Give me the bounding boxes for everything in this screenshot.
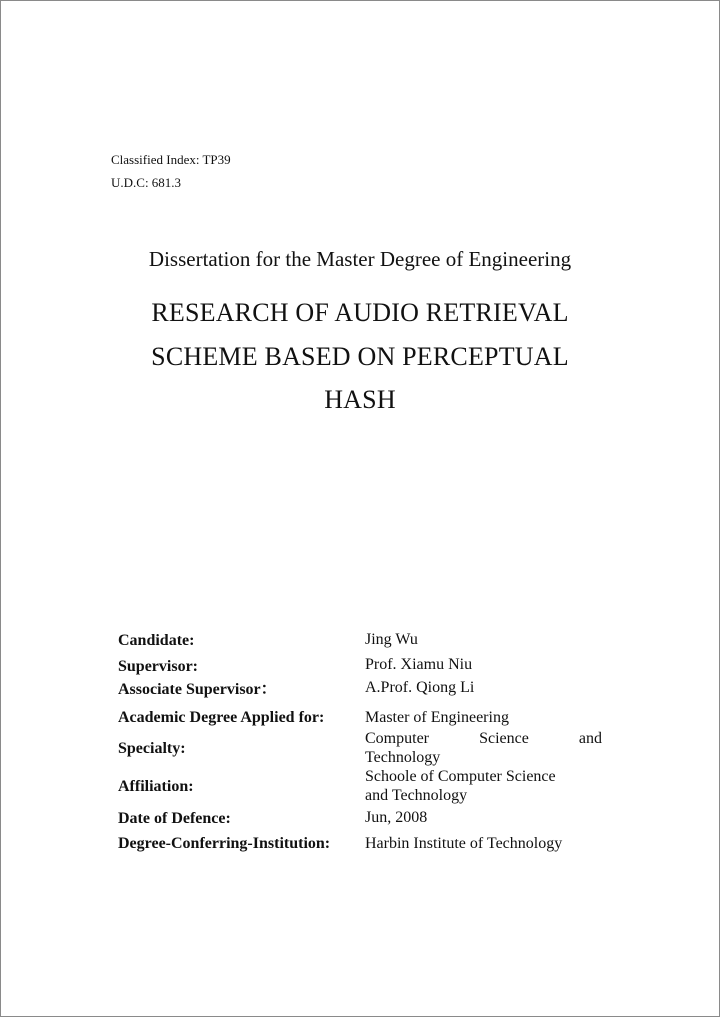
affiliation-label: Affiliation: — [118, 778, 194, 795]
specialty-value-line2: Technology — [365, 749, 441, 766]
specialty-value-line1 — [365, 729, 602, 748]
specialty-word-3: and — [578, 730, 602, 747]
udc-code: U.D.C: 681.3 — [111, 175, 182, 190]
title-line-3: HASH — [324, 385, 396, 414]
supervisor-value: Prof. Xiamu Niu — [365, 656, 473, 673]
affiliation-value-line1: Schoole of Computer Science — [365, 768, 556, 785]
specialty-word-2: Science — [479, 730, 529, 747]
supervisor-label: Supervisor: — [118, 658, 198, 675]
candidate-value: Jing Wu — [365, 631, 418, 648]
institution-value: Harbin Institute of Technology — [365, 835, 563, 852]
institution-label: Degree-Conferring-Institution: — [118, 835, 331, 852]
title-line-1: RESEARCH OF AUDIO RETRIEVAL — [151, 298, 569, 327]
specialty-label: Specialty: — [118, 740, 186, 757]
assoc-supervisor-label: Associate Supervisor： — [118, 681, 277, 698]
title-line-2: SCHEME BASED ON PERCEPTUAL — [151, 342, 569, 371]
affiliation-value — [365, 767, 602, 805]
candidate-label: Candidate: — [118, 632, 195, 649]
dissertation-subtitle: Dissertation for the Master Degree of Engineering — [148, 247, 572, 271]
classified-index: Classified Index: TP39 — [111, 152, 231, 167]
defence-label: Date of Defence: — [118, 810, 231, 827]
defence-value: Jun, 2008 — [365, 809, 428, 826]
specialty-word-1: Computer — [365, 730, 429, 747]
degree-label: Academic Degree Applied for: — [118, 709, 325, 726]
degree-value: Master of Engineering — [365, 709, 509, 726]
assoc-supervisor-value: A.Prof. Qiong Li — [365, 679, 475, 696]
affiliation-value-line2: and Technology — [365, 787, 468, 804]
specialty-value — [365, 729, 602, 767]
